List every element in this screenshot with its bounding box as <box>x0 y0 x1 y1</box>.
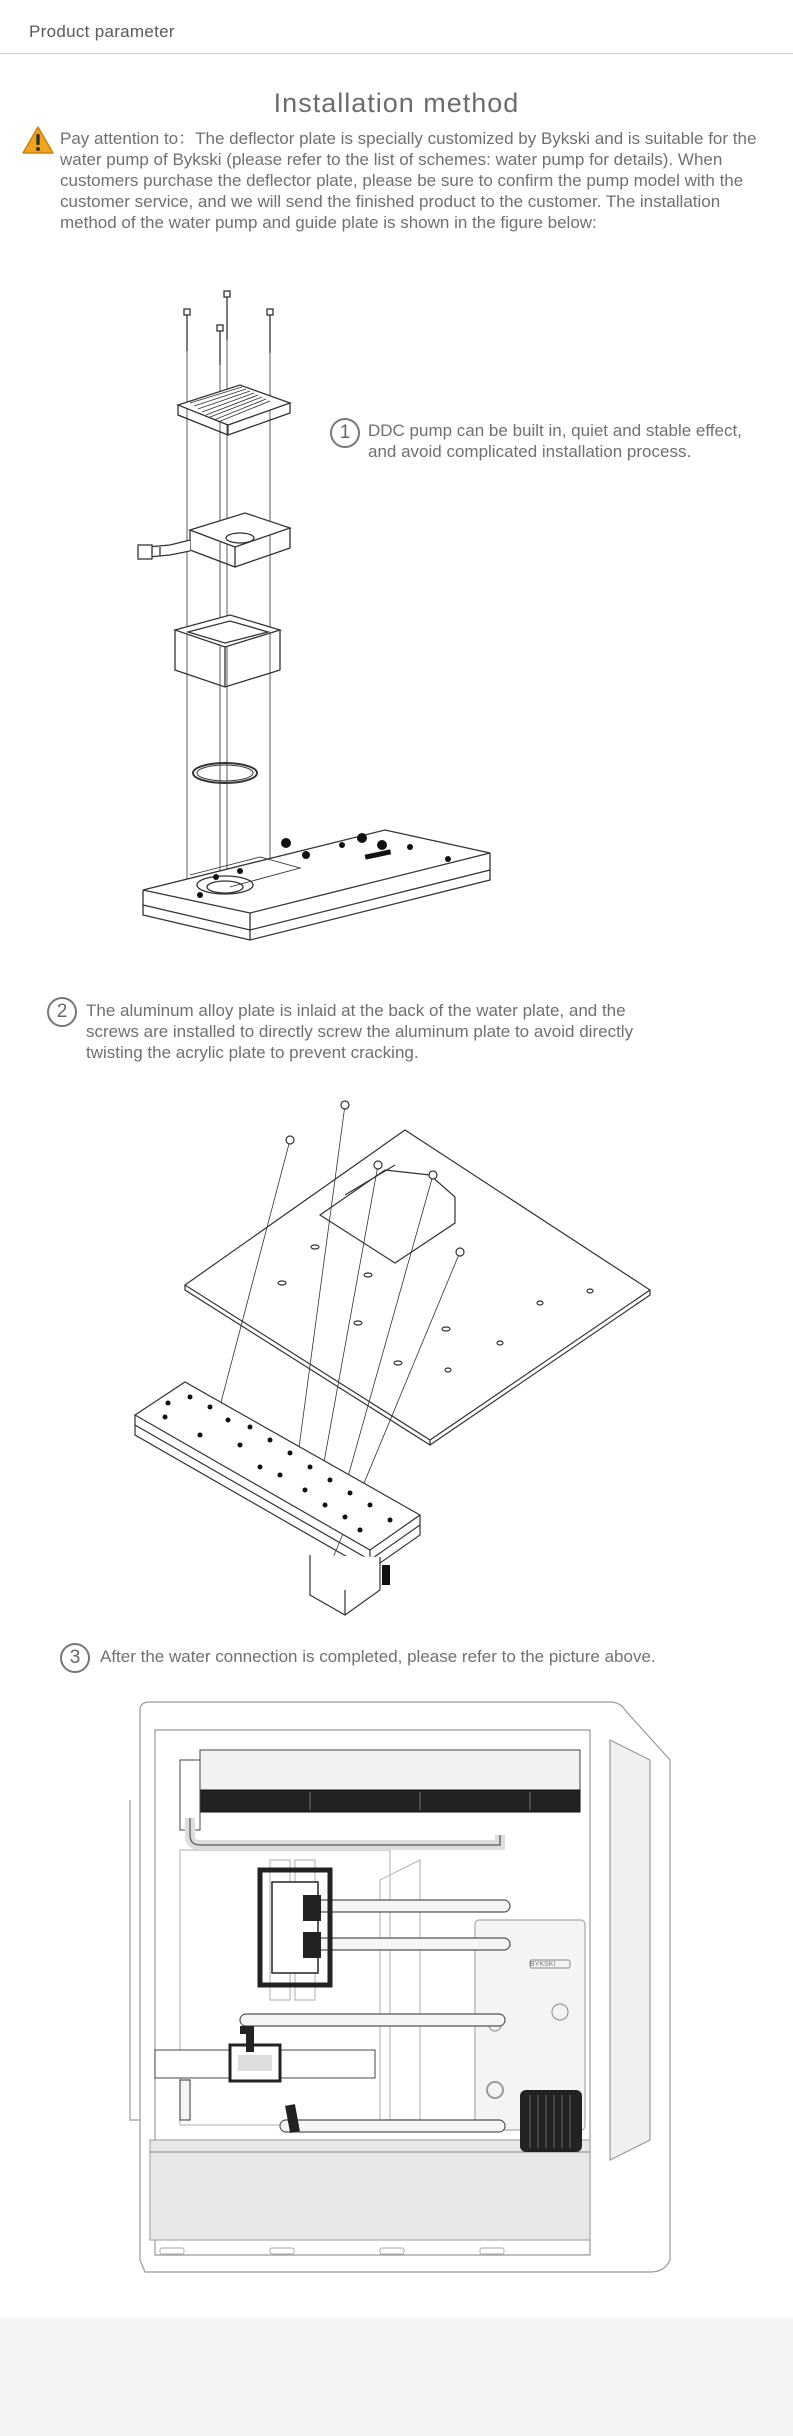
step-2-text: The aluminum alloy plate is inlaid at the back of the water plate, and the screws are installed to directly screw the aluminum plate to avoid directly twisting the acrylic plate to prevent cracking. <box>86 1001 634 1062</box>
footer-band <box>0 2318 793 2436</box>
notice-text <box>60 128 780 233</box>
page-header <box>0 0 793 54</box>
header-title: Product parameter <box>29 22 175 41</box>
notice-body: The deflector plate is specially customized by Bykski and is suitable for the water pump of Bykski (please refer to the list of schemes: water pump for details). When customers purchase the deflector plate, please be sure to confirm the pump model with the customer service, and we will send the finished product to the customer. The installation method of the water pump and guide plate is shown in the figure below: <box>60 129 757 232</box>
case-brand-label: BYKSKI <box>530 1961 556 1968</box>
warning-triangle-icon <box>22 126 54 154</box>
notice-label: Pay attention to： <box>60 129 196 148</box>
installed-case-diagram <box>120 1700 680 2280</box>
step-3-number: 3 <box>60 1643 90 1673</box>
step-3-text: After the water connection is completed, please refer to the picture above. <box>100 1647 656 1666</box>
pump-exploded-diagram <box>130 285 500 955</box>
plate-mounting-diagram <box>130 1095 660 1625</box>
step-2-number: 2 <box>47 997 77 1027</box>
step-1-text: DDC pump can be built in, quiet and stable effect, and avoid complicated installation process. <box>368 421 742 461</box>
step-1-number: 1 <box>330 418 360 448</box>
page-title: Installation method <box>273 88 520 118</box>
